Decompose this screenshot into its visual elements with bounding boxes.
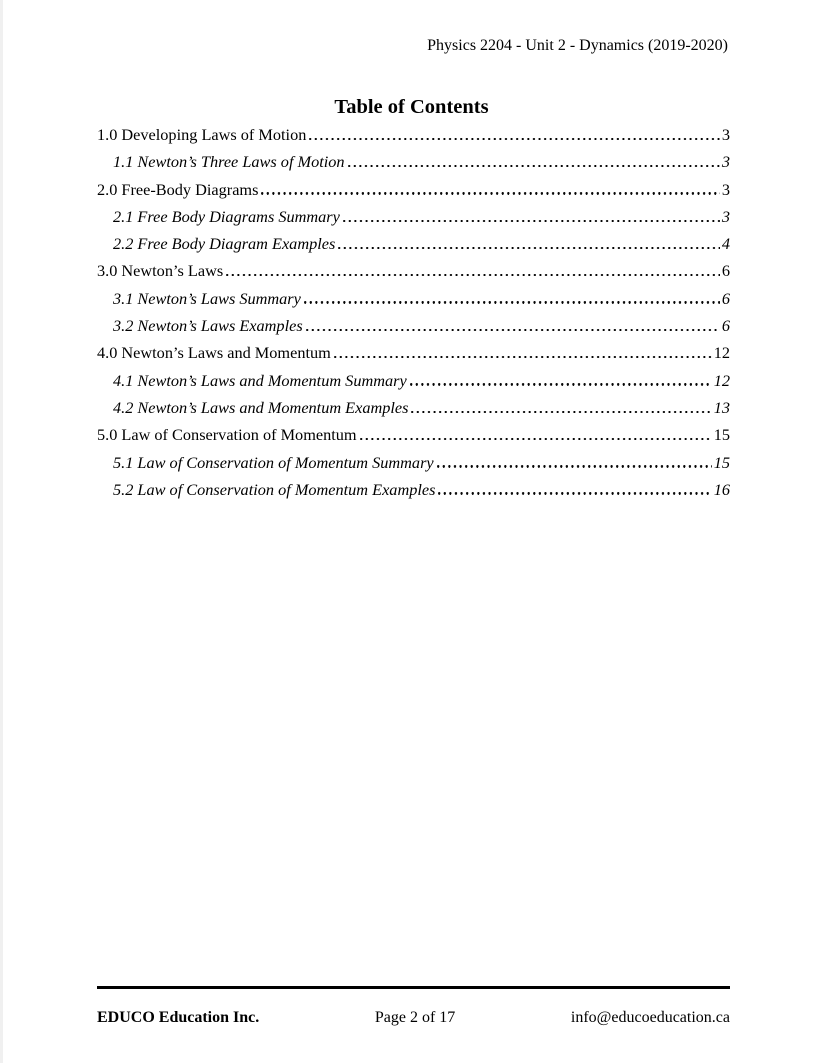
toc-entry-label: 2.0 Free-Body Diagrams (97, 179, 259, 199)
toc-entry-page: 4 (721, 234, 730, 254)
toc-leader-dots (438, 492, 711, 494)
toc-leader-dots (437, 465, 712, 467)
toc-entry-page: 6 (721, 288, 730, 308)
toc-entry[interactable] (97, 344, 730, 363)
toc-entry-label: 1.1 Newton’s Three Laws of Motion (113, 152, 345, 172)
toc-list (97, 126, 730, 500)
toc-entry-page: 15 (713, 425, 730, 445)
toc-entry-page: 3 (721, 206, 730, 226)
toc-leader-dots (338, 247, 720, 249)
toc-entry[interactable] (97, 153, 730, 172)
toc-entry[interactable] (97, 126, 730, 145)
toc-entry-label: 3.1 Newton’s Laws Summary (113, 288, 301, 308)
toc-leader-dots (411, 411, 711, 413)
toc-entry-page: 3 (721, 152, 730, 172)
toc-entry-page: 15 (713, 452, 730, 472)
toc-leader-dots (360, 438, 712, 440)
toc-title: Table of Contents (334, 96, 489, 118)
toc-leader-dots (226, 274, 720, 276)
toc-entry[interactable] (97, 208, 730, 227)
toc-entry-label: 5.2 Law of Conservation of Momentum Examples (113, 479, 436, 499)
toc-leader-dots (304, 301, 720, 303)
toc-entry[interactable] (97, 235, 730, 254)
toc-leader-dots (343, 220, 720, 222)
toc-entry[interactable] (97, 454, 730, 473)
toc-entry-label: 4.2 Newton’s Laws and Momentum Examples (113, 397, 409, 417)
toc-entry[interactable] (97, 426, 730, 445)
toc-entry-label: 4.1 Newton’s Laws and Momentum Summary (113, 370, 407, 390)
footer-company: EDUCO Education Inc. (97, 1009, 260, 1026)
toc-leader-dots (306, 329, 720, 331)
toc-entry[interactable] (97, 399, 730, 418)
toc-leader-dots (334, 356, 712, 358)
document-footer (97, 986, 730, 1027)
toc-entry[interactable] (97, 481, 730, 500)
toc-entry-label: 3.2 Newton’s Laws Examples (113, 316, 303, 336)
toc-entry[interactable] (97, 181, 730, 200)
toc-entry-page: 16 (713, 479, 730, 499)
toc-entry-page: 13 (713, 397, 730, 417)
toc-entry-page: 3 (721, 125, 730, 144)
toc-entry[interactable] (97, 372, 730, 391)
toc-entry-label: 1.0 Developing Laws of Motion (97, 125, 307, 144)
toc-entry[interactable] (97, 317, 730, 336)
toc-leader-dots (410, 383, 712, 385)
toc-entry-label: 2.1 Free Body Diagrams Summary (113, 206, 340, 226)
document-header (0, 0, 823, 55)
toc-entry-page: 3 (721, 179, 730, 199)
toc-entry-label: 5.0 Law of Conservation of Momentum (97, 425, 357, 445)
toc-entry[interactable] (97, 262, 730, 281)
footer-divider (97, 986, 730, 989)
footer-row (97, 1009, 730, 1027)
toc-entry-label: 2.2 Free Body Diagram Examples (113, 234, 336, 254)
footer-page-number: Page 2 of 17 (374, 1009, 456, 1026)
document-header-title: Physics 2204 - Unit 2 - Dynamics (2019-2020) (427, 37, 728, 54)
toc-entry-page: 6 (721, 316, 730, 336)
toc-entry-page: 12 (713, 343, 730, 363)
footer-email: info@educoeducation.ca (570, 1009, 730, 1026)
toc-entry[interactable] (97, 290, 730, 309)
toc-entry-page: 6 (721, 261, 730, 281)
toc-entry-label: 4.0 Newton’s Laws and Momentum (97, 343, 331, 363)
toc-leader-dots (261, 192, 719, 194)
toc-leader-dots (309, 138, 719, 140)
toc-entry-label: 3.0 Newton’s Laws (97, 261, 224, 281)
toc-entry-label: 5.1 Law of Conservation of Momentum Summary (113, 452, 434, 472)
toc-entry-page: 12 (713, 370, 730, 390)
toc-leader-dots (348, 165, 720, 167)
